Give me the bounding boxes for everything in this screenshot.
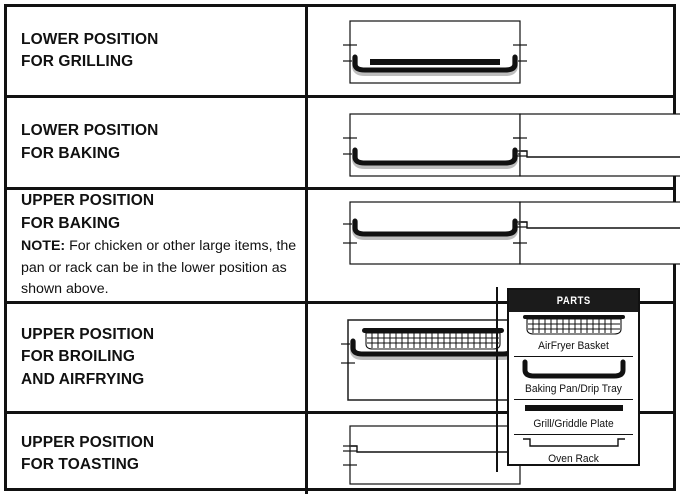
row-title-line: FOR GRILLING — [21, 53, 134, 70]
row-title-line: FOR BROILING — [21, 348, 135, 366]
row-title-line: UPPER POSITION — [21, 325, 155, 343]
legend-item — [509, 400, 638, 435]
row-label-cell — [7, 304, 308, 411]
row-note — [21, 236, 301, 301]
baking-pan-icon — [509, 357, 638, 381]
row-title-line: AND AIRFRYING — [21, 370, 145, 388]
legend-item-label: Grill/Griddle Plate — [533, 418, 614, 431]
row-diagram-cell — [308, 190, 673, 301]
oven-cavity-pan-with-airfryer-basket-upper-diagram — [336, 316, 532, 402]
row-title-line: UPPER POSITION — [21, 192, 155, 210]
oven-cavity-rack-lower-diagram — [510, 110, 680, 182]
row-diagram-cell — [308, 98, 673, 187]
legend-item-label: Baking Pan/Drip Tray — [525, 383, 622, 396]
row-label-cell — [7, 98, 308, 187]
grill-plate-icon — [509, 400, 638, 416]
row-diagram-cell — [308, 7, 673, 95]
parts-legend-title: PARTS — [556, 295, 591, 307]
oven-cavity-pan-lower-diagram — [340, 110, 530, 182]
legend-item-label: AirFryer Basket — [538, 340, 609, 352]
table-row — [7, 187, 673, 301]
row-title-line: UPPER POSITION — [21, 433, 155, 451]
legend-item-label: Oven Rack — [548, 453, 599, 466]
oven-rack-icon — [509, 435, 638, 451]
table-row — [7, 7, 673, 95]
note-text: For chicken or other large items, the pan or rack can be in the lower position as shown above. — [21, 238, 297, 298]
airfryer-basket-icon — [509, 312, 638, 338]
legend-item — [509, 357, 638, 400]
legend-item — [509, 312, 638, 357]
oven-cavity-pan-upper-diagram — [340, 198, 530, 274]
oven-cavity-rack-upper-toast-diagram — [340, 422, 530, 490]
table-row — [7, 95, 673, 187]
row-title-line: LOWER POSITION — [21, 122, 159, 140]
row-title-line: FOR BAKING — [21, 144, 121, 162]
row-title-line: FOR BAKING — [21, 214, 121, 232]
row-title-line: FOR TOASTING — [21, 456, 140, 473]
row-label-cell — [7, 414, 308, 494]
row-title-line: LOWER POSITION — [21, 30, 159, 48]
legend-item — [509, 435, 638, 469]
row-label-cell — [7, 190, 308, 301]
legend-separator — [496, 287, 498, 472]
parts-legend-header — [509, 290, 638, 312]
oven-cavity-pan-with-grill-plate-lower-diagram — [340, 17, 530, 87]
row-label-cell — [7, 7, 308, 95]
oven-cavity-rack-upper-diagram — [510, 198, 680, 274]
parts-legend — [507, 288, 640, 466]
note-label: NOTE: — [21, 238, 66, 255]
